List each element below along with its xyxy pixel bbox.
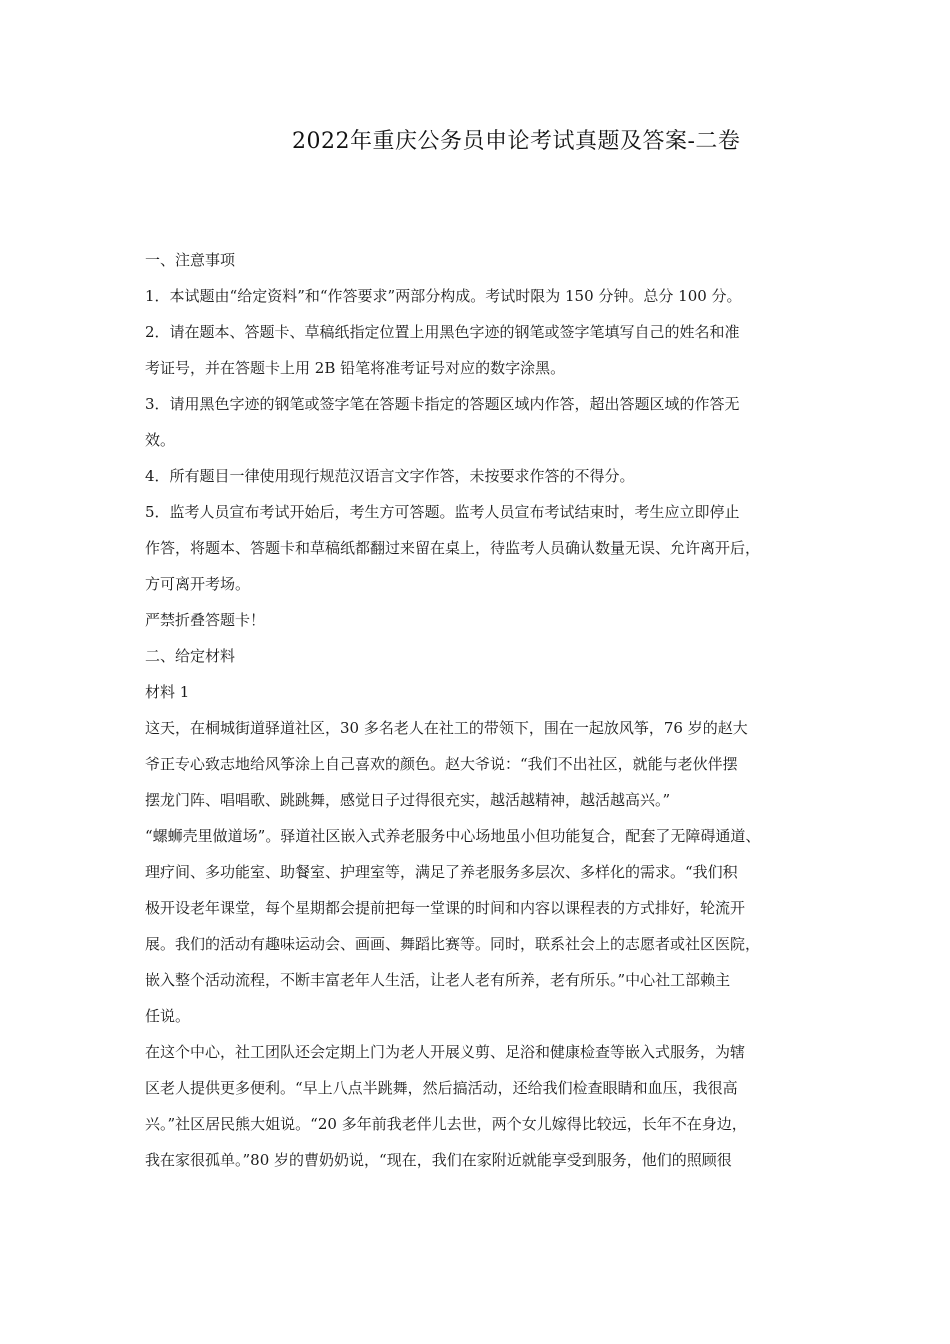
text-line: 我在家很孤单。”80 岁的曹奶奶说，“现在，我们在家附近就能享受到服务，他们的照顾很 <box>145 1151 732 1169</box>
text-line: 任说。 <box>145 1007 191 1025</box>
document-title: 2022年重庆公务员申论考试真题及答案-二卷 <box>292 129 741 154</box>
material-label: 材料 1 <box>145 683 190 701</box>
text-line: 兴。”社区居民熊大姐说。“20 多年前我老伴儿去世，两个女儿嫁得比较远，长年不在身边， <box>145 1115 747 1133</box>
text-line: 效。 <box>145 431 176 449</box>
text-line: 5．监考人员宣布考试开始后，考生方可答题。监考人员宣布考试结束时，考生应立即停止 <box>145 503 740 521</box>
text-line: 区老人提供更多便利。“早上八点半跳舞，然后搞活动，还给我们检查眼睛和血压，我很高 <box>145 1079 738 1097</box>
section-heading-notes: 一、注意事项 <box>145 251 236 269</box>
text-line: 方可离开考场。 <box>145 575 251 593</box>
document-body <box>145 242 845 1178</box>
text-line: 3．请用黑色字迹的钢笔或签字笔在答题卡指定的答题区域内作答，超出答题区域的作答无 <box>145 395 740 413</box>
text-line: 嵌入整个活动流程，不断丰富老年人生活，让老人老有所养，老有所乐。”中心社工部赖主 <box>145 971 731 989</box>
text-line: 爷正专心致志地给风筝涂上自己喜欢的颜色。赵大爷说：“我们不出社区，就能与老伙伴摆 <box>145 755 738 773</box>
text-line: “螺蛳壳里做道场”。驿道社区嵌入式养老服务中心场地虽小但功能复合，配套了无障碍通道、 <box>145 827 761 845</box>
text-line: 2．请在题本、答题卡、草稿纸指定位置上用黑色字迹的钢笔或签字笔填写自己的姓名和准 <box>145 323 740 341</box>
text-line: 极开设老年课堂，每个星期都会提前把每一堂课的时间和内容以课程表的方式排好，轮流开 <box>145 899 746 917</box>
text-line: 1．本试题由“给定资料”和“作答要求”两部分构成。考试时限为 150 分钟。总分 100 分。 <box>145 287 742 305</box>
text-line: 考证号，并在答题卡上用 2B 铅笔将准考证号对应的数字涂黑。 <box>145 359 566 377</box>
text-line: 这天，在桐城街道驿道社区，30 多名老人在社工的带领下，围在一起放风筝，76 岁的赵大 <box>145 719 748 737</box>
text-line: 作答，将题本、答题卡和草稿纸都翻过来留在桌上，待监考人员确认数量无误、允许离开后， <box>145 539 761 557</box>
section-heading-materials: 二、给定材料 <box>145 647 236 665</box>
text-line: 在这个中心，社工团队还会定期上门为老人开展义剪、足浴和健康检查等嵌入式服务，为辖 <box>145 1043 746 1061</box>
text-line: 4．所有题目一律使用现行规范汉语言文字作答，未按要求作答的不得分。 <box>145 467 635 485</box>
text-line: 展。我们的活动有趣味运动会、画画、舞蹈比赛等。同时，联系社会上的志愿者或社区医院， <box>145 935 761 953</box>
text-line: 摆龙门阵、唱唱歌、跳跳舞，感觉日子过得很充实，越活越精神，越活越高兴。” <box>145 791 671 809</box>
warning-line: 严禁折叠答题卡！ <box>145 611 266 629</box>
text-line: 理疗间、多功能室、助餐室、护理室等，满足了养老服务多层次、多样化的需求。“我们积 <box>145 863 738 881</box>
